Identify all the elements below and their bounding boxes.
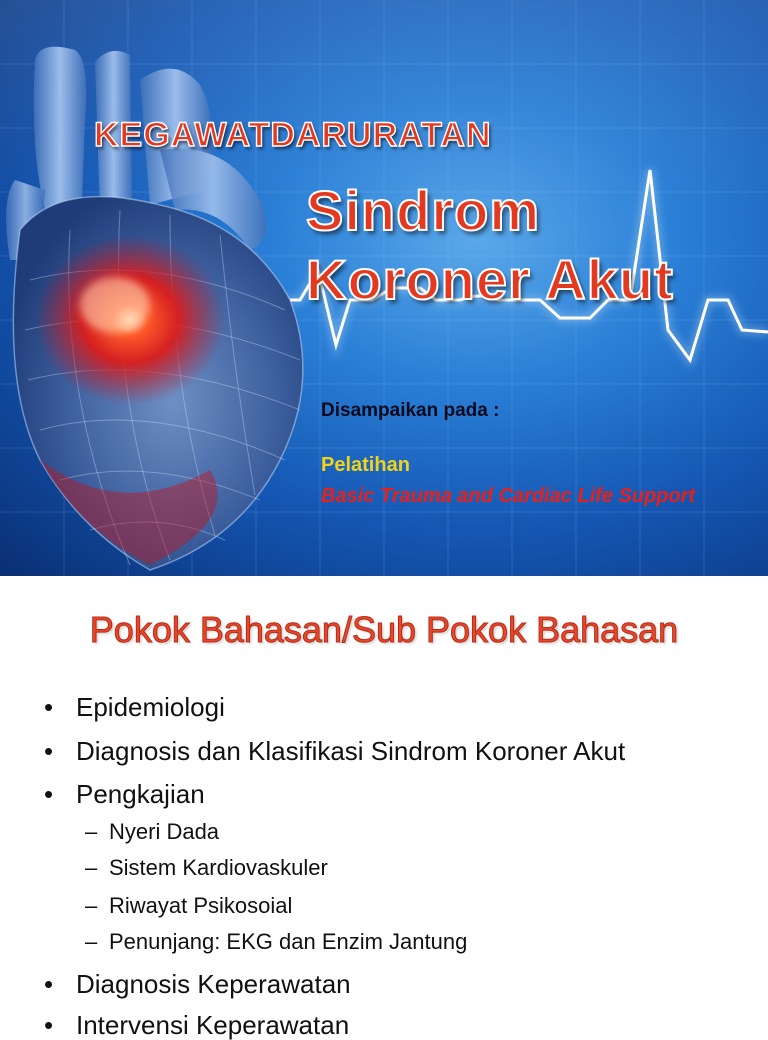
bullet-marker: •	[44, 969, 54, 999]
subtopic-item	[85, 819, 219, 845]
subtopic-label: Nyeri Dada	[109, 819, 220, 844]
subtopic-label: Sistem Kardiovaskuler	[109, 855, 328, 880]
topic-label: Epidemiologi	[76, 692, 225, 722]
topic-label: Diagnosis Keperawatan	[76, 969, 351, 999]
topic-label: Diagnosis dan Klasifikasi Sindrom Koroner Akut	[76, 736, 626, 766]
topics-slide-title: Pokok Bahasan/Sub Pokok Bahasan	[89, 609, 679, 650]
category-title: KEGAWATDARURATAN	[94, 116, 492, 154]
subtopic-item	[85, 929, 467, 955]
subtopic-label: Penunjang: EKG dan Enzim Jantung	[109, 929, 468, 954]
training-name: Basic Trauma and Cardiac Life Support	[321, 485, 696, 507]
topic-item	[44, 736, 625, 766]
dash-marker: –	[85, 929, 98, 954]
topic-list	[0, 576, 768, 1040]
topic-item	[44, 779, 205, 809]
dash-marker: –	[85, 819, 98, 844]
topic-item	[44, 692, 225, 722]
dash-marker: –	[85, 893, 98, 918]
topics-slide	[0, 576, 768, 1040]
bullet-marker: •	[44, 692, 54, 722]
bullet-marker: •	[44, 779, 54, 809]
main-title-line2: Koroner Akut	[306, 248, 674, 311]
subtopic-item	[85, 893, 292, 919]
subtopic-label: Riwayat Psikosoial	[109, 893, 293, 918]
topic-label: Pengkajian	[76, 779, 205, 809]
training-label: Pelatihan	[321, 454, 410, 476]
subtopic-item	[85, 855, 328, 881]
dash-marker: –	[85, 855, 98, 880]
main-title-line1: Sindrom	[306, 179, 541, 242]
topic-item	[44, 1010, 349, 1040]
presented-label: Disampaikan pada :	[321, 400, 500, 421]
bullet-marker: •	[44, 1010, 54, 1040]
topic-label: Intervensi Keperawatan	[76, 1010, 350, 1040]
bullet-marker: •	[44, 736, 54, 766]
topic-item	[44, 969, 351, 999]
